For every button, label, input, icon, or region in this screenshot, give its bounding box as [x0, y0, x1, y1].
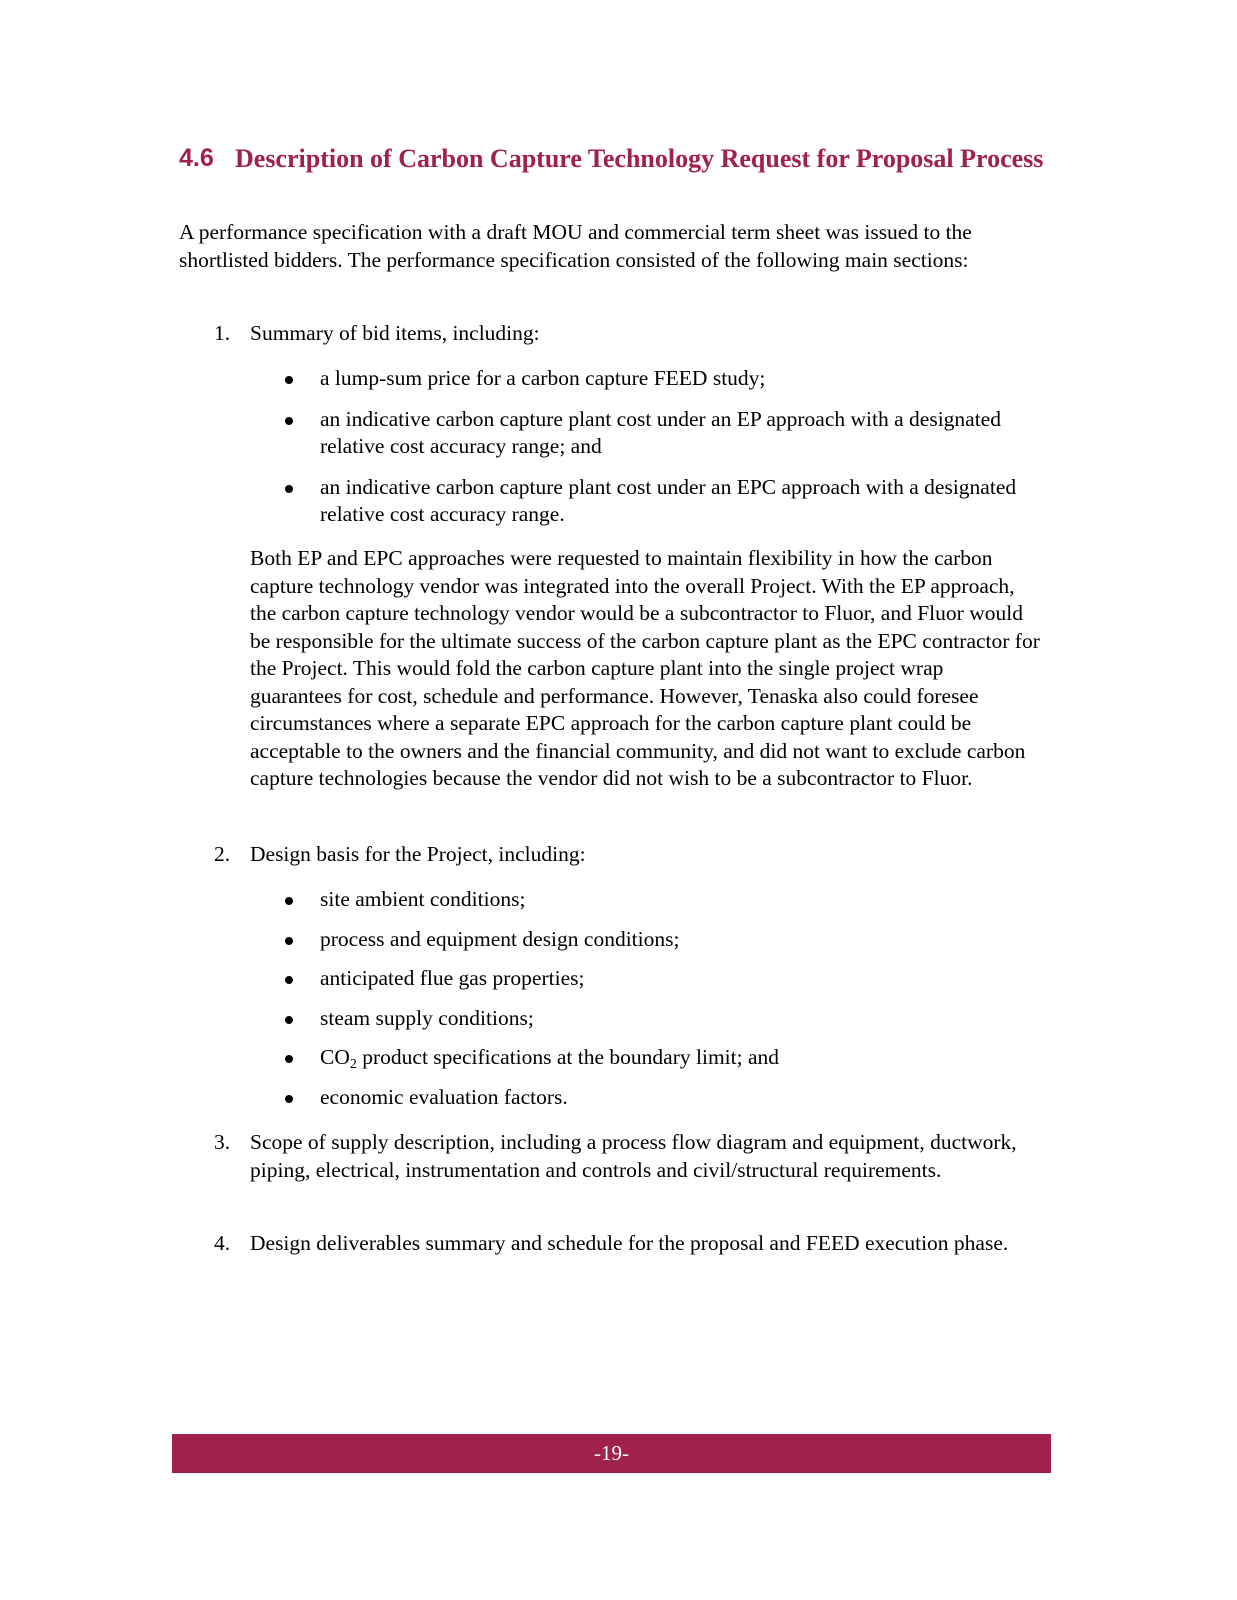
list-item-1: [179, 320, 1039, 348]
bullet-icon: [285, 1016, 293, 1024]
bullet-icon: [285, 897, 293, 905]
bullet-icon: [285, 976, 293, 984]
bullet-item: [250, 1044, 1040, 1072]
bullet-icon: [285, 376, 293, 384]
approach-paragraph: Both EP and EPC approaches were requested to maintain flexibility in how the carbon capture technology vendor was integrated into the overall Project. With the EP approach, the carbon capture technology vendor would be a subcontractor to Fluor, and Fluor would be responsible for the ultimate success of the carbon capture plant as the EPC contractor for the Project. This would fold the carbon capture plant into the single project wrap guarantees for cost, schedule and performance. However, Tenaska also could foresee circumstances where a separate EPC approach for the carbon capture plant could be acceptable to the owners and the financial community, and did not want to exclude carbon capture technologies because the vendor did not wish to be a subcontractor to Fluor.: [250, 546, 1040, 790]
list-item-number: 4.: [214, 1231, 231, 1255]
list-item-4: [179, 1230, 1039, 1258]
bullet-item: [250, 926, 1040, 954]
list-item-number: 3.: [214, 1130, 231, 1154]
bullet-text: an indicative carbon capture plant cost under an EPC approach with a designated relative cost accuracy range.: [320, 474, 1017, 526]
bullet-item: [250, 965, 1040, 993]
section-number: 4.6: [179, 144, 214, 172]
bullet-item: [250, 1084, 1040, 1112]
intro-paragraph: A performance specification with a draft MOU and commercial term sheet was issued to the shortlisted bidders. The performance specification consisted of the following main sections:: [179, 220, 972, 272]
list-item-text: Summary of bid items, including:: [250, 321, 540, 345]
bullet-text-co2: [320, 1045, 780, 1072]
bullet-icon: [285, 1055, 293, 1063]
bullet-text: a lump-sum price for a carbon capture FEED study;: [320, 366, 766, 390]
page-number: -19-: [594, 1441, 629, 1465]
list-item-number: 1.: [214, 321, 231, 345]
list-item-text: Design basis for the Project, including:: [250, 842, 586, 866]
section-title: Description of Carbon Capture Technology Request for Proposal Process: [235, 144, 1044, 173]
bullet-text: economic evaluation factors.: [320, 1084, 568, 1109]
bullet-item: [250, 406, 1040, 461]
bullet-text: site ambient conditions;: [320, 887, 526, 911]
bullet-icon: [285, 1095, 293, 1103]
co2-label: CO: [320, 1045, 350, 1069]
page-footer: [172, 1434, 1051, 1473]
co2-rest: product specifications at the boundary limit; and: [356, 1045, 780, 1069]
bullet-item: [250, 365, 1040, 393]
bid-items-bullets: [250, 365, 1040, 529]
list-item-text: Scope of supply description, including a process flow diagram and equipment, ductwork, piping, electrical, instrumentation and controls and civil/structural requirements.: [250, 1130, 1017, 1182]
bullet-text: anticipated flue gas properties;: [320, 966, 585, 990]
list-item-number: 2.: [214, 842, 231, 866]
section-heading: [179, 142, 1059, 175]
bullet-icon: [285, 417, 293, 425]
bullet-item: [250, 474, 1040, 529]
bullet-icon: [285, 485, 293, 493]
list-item-2: [179, 841, 1039, 869]
co2-subscript: 2: [349, 1057, 357, 1072]
bullet-text: process and equipment design conditions;: [320, 926, 680, 951]
bullet-item: [250, 1005, 1040, 1033]
bullet-icon: [285, 937, 293, 945]
bullet-item: [250, 886, 1040, 914]
list-item-text: Design deliverables summary and schedule for the proposal and FEED execution phase.: [250, 1231, 1009, 1255]
design-basis-bullets: [250, 886, 1040, 1111]
bullet-text: an indicative carbon capture plant cost under an EP approach with a designated relative cost accuracy range; and: [320, 406, 1001, 458]
list-item-3: [179, 1129, 1039, 1184]
bullet-text: steam supply conditions;: [320, 1005, 534, 1030]
